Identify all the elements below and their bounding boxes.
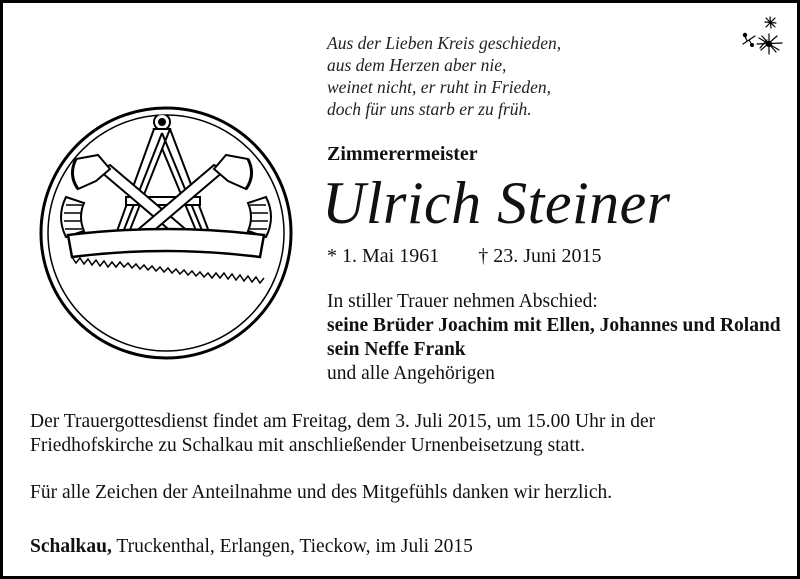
mourners-section	[327, 290, 781, 386]
place-rest: Truckenthal, Erlangen, Tieckow, im Juli 2015	[111, 536, 473, 557]
place-city: Schalkau,	[30, 536, 112, 557]
funeral-service-info	[30, 410, 655, 458]
death-date: † 23. Juni 2015	[478, 245, 602, 267]
mourners-nephew: sein Neffe Frank	[327, 339, 466, 360]
memorial-poem	[327, 32, 561, 120]
poem-line-1: Aus der Lieben Kreis geschieden,	[327, 33, 562, 53]
deceased-name: Ulrich Steiner	[322, 170, 671, 236]
place-and-date	[30, 536, 473, 558]
poem-line-2: aus dem Herzen aber nie,	[327, 55, 507, 75]
flower-sprig-icon	[735, 14, 785, 56]
thanks-note: Für alle Zeichen der Anteilnahme und des Mitgefühls danken wir herzlich.	[30, 482, 613, 503]
service-line-1: Der Trauergottesdienst findet am Freitag, dem 3. Juli 2015, um 15.00 Uhr in der	[30, 411, 656, 432]
mourners-intro: In stiller Trauer nehmen Abschied:	[327, 291, 598, 312]
mourners-brothers: seine Brüder Joachim mit Ellen, Johannes und Roland	[327, 315, 781, 336]
life-dates	[327, 245, 602, 268]
carpenter-guild-emblem-icon	[38, 105, 294, 361]
service-line-2: Friedhofskirche zu Schalkau mit anschließender Urnenbeisetzung statt.	[30, 435, 586, 456]
poem-line-3: weinet nicht, er ruht in Frieden,	[327, 77, 552, 97]
profession-title: Zimmerermeister	[327, 143, 478, 165]
poem-line-4: doch für uns starb er zu früh.	[327, 99, 532, 119]
birth-date: * 1. Mai 1961	[327, 245, 440, 267]
mourners-relatives: und alle Angehörigen	[327, 363, 495, 384]
